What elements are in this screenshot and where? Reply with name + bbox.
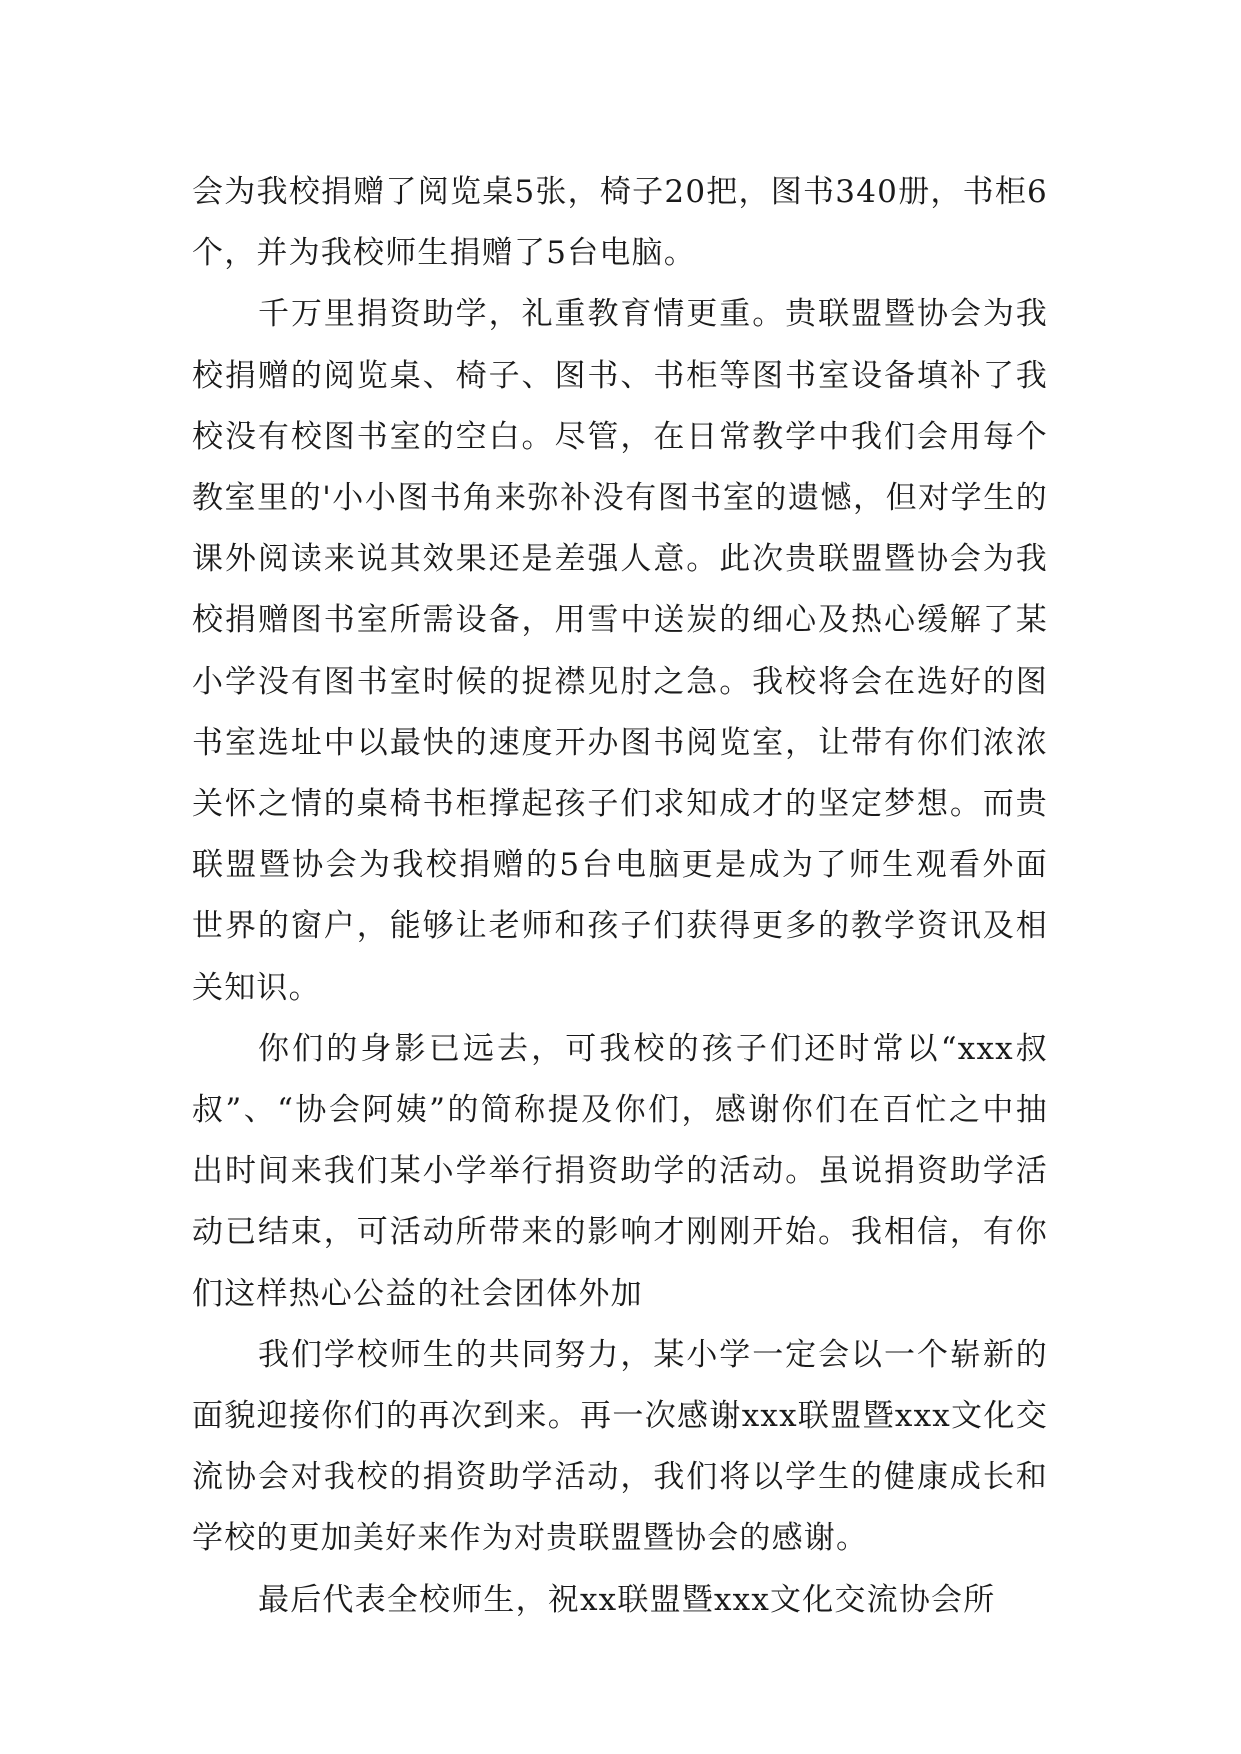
paragraph-future: 我们学校师生的共同努力，某小学一定会以一个崭新的面貌迎接你们的再次到来。再一次感谢xxx联盟暨xxx文化交流协会对我校的捐资助学活动，我们将以学生的健康成长和学校的更加美好来作为对贵联盟暨协会的感谢。 (192, 1336, 1048, 1557)
paragraph-continuation: 会为我校捐赠了阅览桌5张，椅子20把，图书340册，书柜6个，并为我校师生捐赠了5台电脑。 (192, 174, 1048, 272)
document-page (192, 162, 1048, 1631)
paragraph-gratitude: 你们的身影已远去，可我校的孩子们还时常以“xxx叔叔”、“协会阿姨”的简称提及你们，感谢你们在百忙之中抽出时间来我们某小学举行捐资助学的活动。虽说捐资助学活动已结束，可活动所带来的影响才刚刚开始。我相信，有你们这样热心公益的社会团体外加 (192, 1030, 1048, 1312)
paragraph-donation-impact: 千万里捐资助学，礼重教育情更重。贵联盟暨协会为我校捐赠的阅览桌、椅子、图书、书柜等图书室设备填补了我校没有校图书室的空白。尽管，在日常教学中我们会用每个教室里的'小小图书角来弥补没有图书室的遗憾，但对学生的课外阅读来说其效果还是差强人意。此次贵联盟暨协会为我校捐赠图书室所需设备，用雪中送炭的细心及热心缓解了某小学没有图书室时候的捉襟见肘之急。我校将会在选好的图书室选址中以最快的速度开办图书阅览室，让带有你们浓浓关怀之情的桌椅书柜撑起孩子们求知成才的坚定梦想。而贵联盟暨协会为我校捐赠的5台电脑更是成为了师生观看外面世界的窗户，能够让老师和孩子们获得更多的教学资讯及相关知识。 (192, 296, 1048, 1006)
paragraph-closing: 最后代表全校师生，祝xx联盟暨xxx文化交流协会所 (258, 1581, 996, 1618)
